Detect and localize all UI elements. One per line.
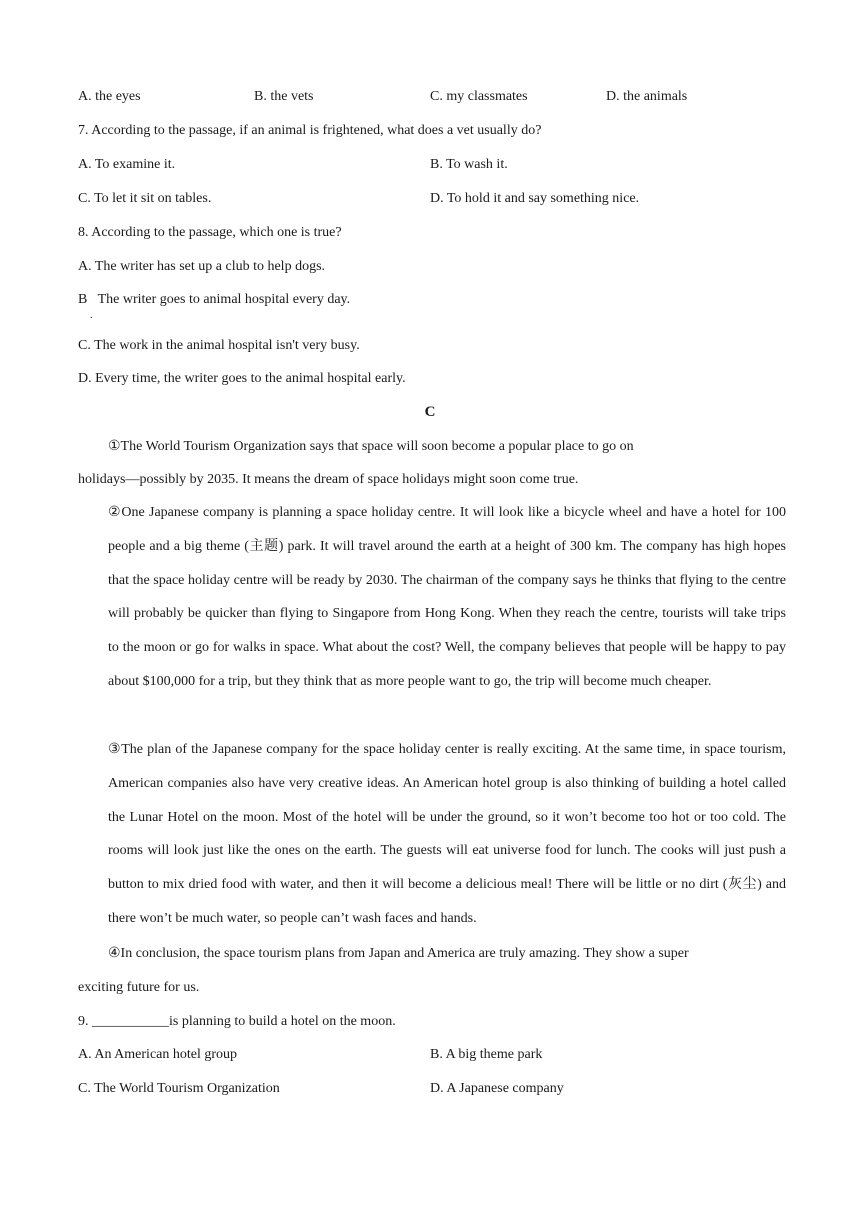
q8-option-a: A. The writer has set up a club to help dogs. [78, 259, 326, 274]
q6-option-a: A. the eyes [78, 89, 141, 104]
q9-option-b: B. A big theme park [430, 1047, 543, 1062]
q9-option-a: A. An American hotel group [78, 1047, 238, 1062]
q6-option-d: D. the animals [606, 89, 688, 104]
passage-p4-line2: exciting future for us. [78, 980, 200, 995]
q8-option-b: B The writer goes to animal hospital every day. [78, 292, 351, 307]
q7-option-b: B. To wash it. [430, 157, 508, 172]
passage-p2 [78, 496, 786, 699]
q7-question: 7. According to the passage, if an animal is frightened, what does a vet usually do? [78, 123, 542, 138]
q9-question: 9. ___________is planning to build a hotel on the moon. [78, 1014, 396, 1029]
passage-p4-line1: ④In conclusion, the space tourism plans from Japan and America are truly amazing. They show a super [108, 946, 689, 961]
q9-option-d: D. A Japanese company [430, 1081, 564, 1096]
stray-dot-mark: . [90, 310, 93, 321]
q8-option-d: D. Every time, the writer goes to the animal hospital early. [78, 371, 406, 386]
q8-question: 8. According to the passage, which one is true? [78, 225, 342, 240]
q7-option-c: C. To let it sit on tables. [78, 191, 212, 206]
passage-p1-line2: holidays—possibly by 2035. It means the dream of space holidays might soon come true. [78, 472, 579, 487]
q6-option-c: C. my classmates [430, 89, 528, 104]
passage-p2-text: ②One Japanese company is planning a space holiday centre. It will look like a bicycle wheel and have a hotel for 100 people and a big theme (主题) park. It will travel around the earth at a height of 300 km. The company has high hopes that the space holiday centre will be ready by 2030. The chairman of the company says he thinks that flying to the centre will probably be quicker than flying to Singapore from Hong Kong. When they reach the centre, tourists will take trips to the moon or go for walks in space. What about the cost? Well, the company believes that people will be happy to pay about $100,000 for a trip, but they think that as more people want to go, the trip will become much cheaper. [108, 505, 786, 689]
passage-p3 [78, 733, 786, 936]
q6-option-b: B. the vets [254, 89, 314, 104]
q7-option-a: A. To examine it. [78, 157, 176, 172]
section-title: C [424, 404, 436, 420]
q9-option-c: C. The World Tourism Organization [78, 1081, 280, 1096]
passage-p3-text: ③The plan of the Japanese company for the space holiday center is really exciting. At the same time, in space tourism, American companies also have very creative ideas. An American hotel group is also thinking of building a hotel called the Lunar Hotel on the moon. Most of the hotel will be under the ground, so it won’t become too hot or too cold. The rooms will look just like the ones on the earth. The guests will eat universe food for lunch. The cooks will just push a button to mix dried food with water, and then it will become a delicious meal! There will be little or no dirt (灰尘) and there won’t be much water, so people can’t wash faces and hands. [108, 742, 786, 926]
q7-option-d: D. To hold it and say something nice. [430, 191, 640, 206]
passage-p1-line1: ①The World Tourism Organization says that space will soon become a popular place to go on [108, 439, 634, 454]
q8-option-c: C. The work in the animal hospital isn't very busy. [78, 338, 360, 353]
